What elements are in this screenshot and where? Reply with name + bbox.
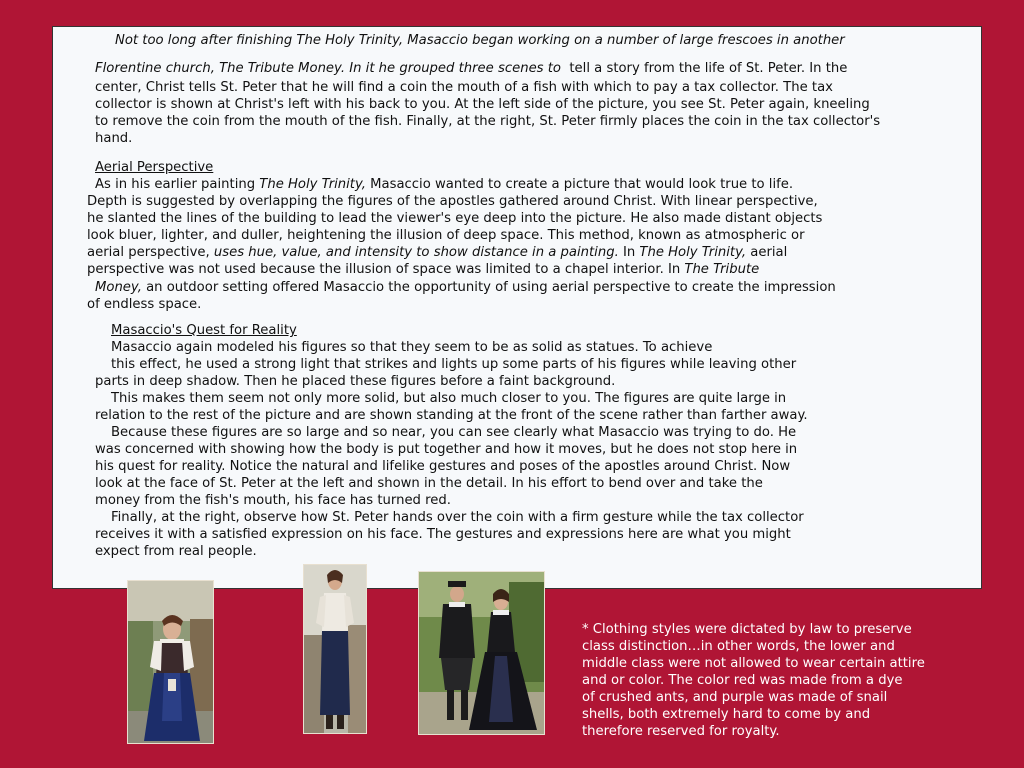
costume-photo-dark-skirt-image	[304, 565, 366, 733]
quest-line-2: this effect, he used a strong light that strikes and lights up some parts of his figures while leaving other	[111, 357, 797, 372]
aerial-heading: Aerial Perspective	[95, 160, 214, 175]
aerial-line-3: he slanted the lines of the building to lead the viewer's eye deep into the picture. He also made distant objects	[87, 211, 823, 226]
aerial-line-6b: The Tribute	[684, 262, 760, 277]
aerial-line-5b: uses hue, value, and intensity to show distance in a painting.	[213, 245, 619, 260]
footnote-line-3: middle class were not allowed to wear certain attire	[582, 656, 925, 671]
quest-line-8: his quest for reality. Notice the natural and lifelike gestures and poses of the apostles around Christ. Now	[95, 459, 791, 474]
aerial-line-1a: As in his earlier painting	[95, 177, 260, 192]
intro-line-5: to remove the coin from the mouth of the fish. Finally, at the right, St. Peter firmly places the coin in the tax collector's	[95, 114, 881, 129]
quest-line-5: relation to the rest of the picture and are shown standing at the front of the scene rather than farther away.	[95, 408, 808, 423]
costume-photo-blue-dress	[127, 580, 214, 744]
quest-line-10: money from the fish's mouth, his face has turned red.	[95, 493, 451, 508]
intro-line-2-rest: tell a story from the life of St. Peter. In the	[569, 61, 848, 76]
quest-line-13: expect from real people.	[95, 544, 257, 559]
footnote-line-1: * Clothing styles were dictated by law to preserve	[582, 622, 912, 637]
aerial-line-5	[87, 244, 787, 261]
aerial-line-6a: perspective was not used because the illusion of space was limited to a chapel interior. In	[87, 262, 685, 277]
footnote-line-7: therefore reserved for royalty.	[582, 724, 780, 739]
footnote-line-5: of crushed ants, and purple was made of snail	[582, 690, 888, 705]
footnote-line-2: class distinction…in other words, the lower and	[582, 639, 895, 654]
quest-line-6: Because these figures are so large and so near, you can see clearly what Masaccio was trying to do. He	[111, 425, 797, 440]
intro-line-2	[95, 60, 847, 77]
quest-line-7: was concerned with showing how the body is put together and how it moves, but he does not stop here in	[95, 442, 798, 457]
intro-line-4: collector is shown at Christ's left with his back to you. At the left side of the picture, you see St. Peter again, kneeling	[95, 97, 870, 112]
footnote-line-4: and or color. The color red was made from a dye	[582, 673, 903, 688]
aerial-line-5c: In	[618, 245, 640, 260]
aerial-line-1c: Masaccio wanted to create a picture that would look true to life.	[365, 177, 794, 192]
quest-line-9: look at the face of St. Peter at the left and shown in the detail. In his effort to bend over and take the	[95, 476, 763, 491]
clothing-footnote	[582, 621, 982, 740]
aerial-line-1b: The Holy Trinity,	[259, 177, 366, 192]
aerial-line-1	[95, 176, 793, 193]
aerial-line-5d: The Holy Trinity,	[639, 245, 747, 260]
intro-line-3: center, Christ tells St. Peter that he will find a coin the mouth of a fish with which to pay a tax collector. The tax	[95, 80, 833, 95]
costume-photo-dark-skirt	[303, 564, 367, 734]
aerial-line-6	[87, 261, 759, 278]
aerial-line-4: look bluer, lighter, and duller, heightening the illusion of deep space. This method, known as atmospheric or	[87, 228, 805, 243]
intro-line-2-italic: Florentine church, The Tribute Money. In it he grouped three scenes to	[95, 61, 561, 76]
intro-line-1: Not too long after finishing The Holy Trinity, Masaccio began working on a number of large frescoes in another	[115, 33, 845, 48]
intro-line-6: hand.	[95, 131, 133, 146]
quest-line-11: Finally, at the right, observe how St. Peter hands over the coin with a firm gesture while the tax collector	[111, 510, 804, 525]
quest-line-3: parts in deep shadow. Then he placed these figures before a faint background.	[95, 374, 616, 389]
aerial-line-5a: aerial perspective,	[87, 245, 214, 260]
footnote-line-6: shells, both extremely hard to come by and	[582, 707, 871, 722]
aerial-line-5e: aerial	[746, 245, 788, 260]
aerial-line-2: Depth is suggested by overlapping the figures of the apostles gathered around Christ. With linear perspective,	[87, 194, 818, 209]
quest-line-1: Masaccio again modeled his figures so that they seem to be as solid as statues. To achieve	[111, 340, 713, 355]
aerial-line-7a: Money,	[95, 280, 142, 295]
aerial-line-7b: an outdoor setting offered Masaccio the opportunity of using aerial perspective to create the impression	[141, 280, 836, 295]
quest-heading: Masaccio's Quest for Reality	[111, 323, 297, 338]
quest-line-12: receives it with a satisfied expression on his face. The gestures and expressions here are what you might	[95, 527, 791, 542]
costume-photo-couple	[418, 571, 545, 735]
aerial-line-8: of endless space.	[87, 297, 202, 312]
quest-line-4: This makes them seem not only more solid, but also much closer to you. The figures are quite large in	[111, 391, 787, 406]
costume-photo-couple-image	[419, 572, 544, 734]
costume-photo-blue-dress-image	[128, 581, 213, 743]
aerial-line-7	[95, 279, 836, 296]
